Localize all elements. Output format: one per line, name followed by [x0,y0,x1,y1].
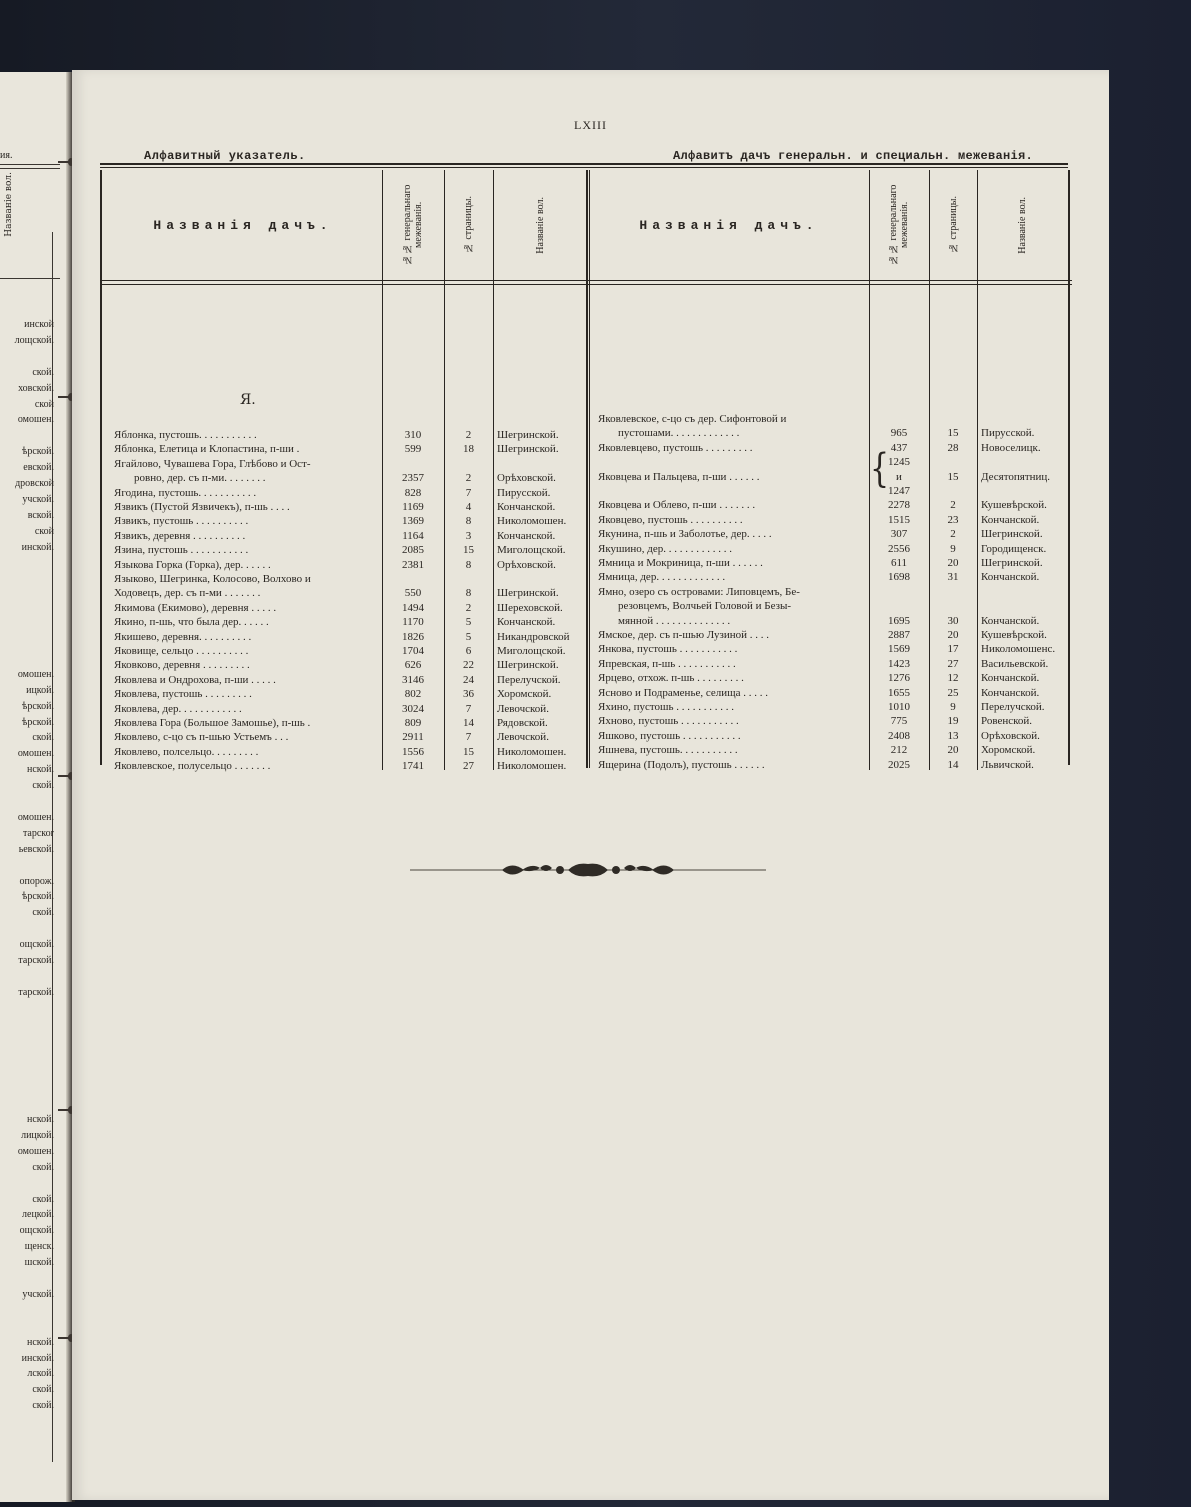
page-number-cell: 19 [947,715,959,728]
volost-name: Хоромской. [497,688,552,701]
table-row [114,759,592,773]
entry-name: Языкова Горка (Горка), дер. . . . . . [114,558,271,571]
page-number-cell: 15 [947,427,959,440]
column-header-name-left: Названія дачъ. [153,217,333,233]
table-row [114,558,592,572]
facing-page-line: лощской. [14,334,54,346]
page-number-cell: 27 [947,657,959,670]
survey-number: 1169 [402,501,424,513]
facing-page-line: омошен. [17,668,54,680]
entry-name: Ящерина (Подолъ), пустошь . . . . . . [598,758,765,771]
survey-number: 2887 [888,629,910,641]
volost-name: Кончанской. [497,616,556,629]
volost-name: Орѣховской. [497,558,556,571]
entry-name: Яковлевское, с-цо съ дер. Сифонтовой и [598,413,787,425]
survey-number: 1556 [402,745,424,758]
survey-number: 1170 [402,616,424,629]
entry-name: Ясново и Подраменье, селища . . . . . [598,686,768,699]
page-number-cell: 4 [465,501,472,513]
survey-number: 1423 [888,657,910,670]
table-row [598,542,1072,556]
page-number-cell: 8 [465,515,472,528]
entry-name: Якимова (Екимово), деревня . . . . . [114,601,277,614]
entry-name: резовцемъ, Волчьей Головой и Безы- [618,600,792,613]
facing-page-line: ѣрской. [21,446,54,458]
table-row [598,686,1072,700]
facing-page-line: ской. [32,366,54,378]
table-row [598,470,1072,484]
entry-name: Яковлевское, полусельцо . . . . . . . [114,760,271,773]
page-number-cell: 36 [463,688,474,701]
entry-name: Яковлево, с-цо съ п-шью Устьемъ . . . [114,731,289,744]
survey-number: 1569 [888,643,910,656]
facing-page-running-head: ия. [0,150,13,161]
volost-name: Кончанской. [981,686,1040,699]
entry-name: Яблонка, Елетица и Клопастина, п-ши . [114,443,300,456]
survey-number: 2025 [888,758,910,771]
table-row [598,527,1072,541]
table-row [598,441,1072,455]
page-number-cell: 8 [465,558,472,571]
table-row [598,614,1072,628]
table-row [114,730,592,744]
volost-name: Шегринской. [981,528,1043,541]
volost-name: Хоромской. [981,744,1036,757]
page-number-cell: 14 [463,717,474,729]
page-number-cell: 2 [465,429,472,441]
facing-page-line: учской. [22,1288,54,1300]
survey-number: 1247 [888,485,910,497]
page-number-cell: 31 [947,571,959,584]
table-row [598,657,1072,671]
survey-number: 828 [404,486,422,499]
entry-name: Яковцева и Облево, п-ши . . . . . . . [598,499,756,512]
volost-name: Шегринской. [497,659,559,672]
ornament-divider [410,858,766,882]
facing-page-line: тарской. [18,986,54,998]
table-row [114,457,592,471]
entry-name: Яхново, пустошь . . . . . . . . . . . [598,715,739,728]
facing-page-line: ской. [32,732,54,744]
table-row [114,500,592,514]
facing-page-line: дровской [15,478,54,489]
page-number-cell: 7 [465,731,472,744]
survey-number: 1369 [402,515,424,528]
facing-page-column-header: Названіе вол. [4,172,14,237]
facing-page-line: щенск. [24,1241,54,1253]
facing-page-line: ощской. [19,939,54,951]
volost-name: Пирусской. [497,486,551,499]
volost-name: Львичской. [981,758,1034,771]
facing-page-line: инской [24,319,54,330]
entry-name: Ямно, озеро съ островами: Липовцемъ, Бе- [598,585,800,598]
table-row [114,572,592,586]
entry-name: Яковище, сельцо . . . . . . . . . . [114,645,249,657]
page-number-cell: 8 [465,587,472,600]
table-row [114,615,592,629]
table-row [114,486,592,500]
volost-name: Васильевской. [981,657,1049,670]
entry-name: Яхино, пустошь . . . . . . . . . . . [598,701,735,713]
table-row [114,716,592,730]
volost-name: Шегринской. [497,429,559,441]
table-border-left [100,170,102,765]
volost-name: Кончанской. [497,529,556,542]
column-header-name-right: Названія дачъ. [639,217,819,233]
page-number-cell: 23 [947,513,959,526]
page-number: LXIII [574,118,607,132]
page-number-cell: 9 [950,701,956,713]
table-row [114,529,592,543]
page-number-cell: 9 [950,542,956,555]
survey-number: 626 [404,659,422,672]
volost-name: Кончанской. [497,501,556,513]
volost-name: Пирусской. [981,427,1035,440]
table-row [598,729,1072,743]
facing-page-line: омошен. [17,748,54,760]
entry-name: Якино, п-шь, что была дер. . . . . . [114,616,269,629]
table-row [598,628,1072,642]
facing-page-line: евской. [23,462,54,474]
survey-number: 1655 [888,686,910,699]
facing-page-line: лицкой. [21,1129,54,1141]
page-number-cell: 15 [463,745,474,758]
volost-name: Левочской. [497,731,549,744]
facing-page-line: нской. [27,1336,54,1348]
facing-page-line: ховской. [18,382,54,394]
facing-page-line: ской. [32,1193,54,1205]
entry-name: Языково, Шегринка, Колосово, Волхово и [114,573,311,585]
entry-name: Яковлева Гора (Большое Замошье), п-шь . [114,717,311,729]
facing-page-line: тарскоr [22,827,54,839]
page-number-cell: 12 [947,672,959,685]
entry-name: Ягодина, пустошь. . . . . . . . . . . [114,486,257,499]
page-number-cell: 6 [465,645,472,657]
volost-name: Шегринской. [497,443,559,456]
survey-number: 2357 [402,472,424,485]
volost-name: Кончанской. [981,672,1040,685]
survey-number: 2911 [402,731,424,744]
volost-name: Николомошен. [497,745,567,758]
survey-number: 2556 [888,542,910,555]
page-number-cell: 20 [947,557,959,569]
page-number-cell: 24 [463,673,474,686]
entry-name: Ямница, дер. . . . . . . . . . . . . [598,571,726,584]
table-row [114,471,592,485]
volost-name: Перелучской. [497,673,561,686]
volost-name: Кончанской. [981,513,1040,526]
facing-page-line: ицкой. [26,684,54,696]
survey-number: 212 [890,744,908,757]
table-row [114,586,592,600]
survey-number: 1164 [402,529,424,542]
facing-page-line: ской. [32,907,54,919]
page-number-cell: 14 [947,758,959,771]
volost-name: Кончанской. [981,571,1040,584]
facing-page-line: ской. [32,1161,54,1173]
survey-number: 437 [890,441,908,454]
facing-page-line: ской [34,525,54,537]
running-head-left: Алфавитный указатель. [144,149,306,163]
brace-bracket: { [870,446,890,493]
survey-number: 3024 [402,702,424,715]
table-row [598,426,1072,440]
facing-page-line: ьевской. [18,843,54,855]
entry-name: Яковлева и Ондрохова, п-ши . . . . . [114,673,276,686]
survey-number: 1826 [402,630,424,643]
page-number-cell: 5 [465,616,472,629]
survey-number: 550 [404,587,422,600]
volost-name: Левочской. [497,702,549,715]
page-number-cell: 20 [947,744,959,757]
facing-page-line: ѣрской. [21,891,54,903]
entry-name: Якушино, дер. . . . . . . . . . . . . [598,542,732,555]
facing-page-line: омошен. [17,811,54,823]
volost-name: Ровенской. [981,715,1033,728]
table-row [598,412,1072,426]
entry-name: Ягайлово, Чувашева Гора, Глѣбово и Ост- [114,457,311,470]
volost-name: Кончанской. [981,614,1040,627]
facing-page-fragment [0,72,75,1502]
page-number-cell: 2 [465,601,472,614]
volost-name: Шегринской. [497,587,559,600]
table-row [114,644,592,658]
table-row [114,428,592,442]
entry-name: Яковлева, дер. . . . . . . . . . . . [114,702,242,715]
survey-number: 2085 [402,544,424,557]
table-row [114,702,592,716]
volost-name: Орѣховской. [981,729,1040,742]
survey-number: 1704 [402,645,424,657]
facing-page-line: лской. [27,1368,54,1380]
page-number-cell: 15 [947,470,959,483]
entry-name: Япревская, п-шь . . . . . . . . . . . [598,657,736,670]
column-header-volost-right: Названіе вол. [1017,196,1028,254]
entry-name: Яшково, пустошь . . . . . . . . . . . [598,729,741,742]
entry-name: Ямское, дер. съ п-шью Лузиной . . . . [598,629,769,641]
volost-name: Николомошен. [497,515,567,528]
volost-name: Десятопятниц. [981,470,1051,483]
page-number-cell: 2 [465,472,472,485]
table-row [598,513,1072,527]
page-number-cell: 15 [463,544,474,557]
table-row [598,758,1072,772]
survey-number: 1515 [888,513,910,526]
table-row [598,642,1072,656]
volost-name: Кушевѣрской. [981,629,1047,641]
table-row [598,671,1072,685]
volost-name: Николомошенс. [981,643,1056,656]
survey-number: 1698 [888,571,910,584]
table-row [114,442,592,456]
entry-name: Якунина, п-шь и Заболотье, дер. . . . . [598,528,772,541]
entry-name: Ходовецъ, дер. съ п-ми . . . . . . . [114,587,261,600]
page-number-cell: 2 [950,528,956,541]
page-number-cell: 13 [947,729,959,742]
volost-name: Рядовской. [497,717,548,729]
page-number-cell: 28 [947,441,959,454]
volost-name: Миголощской. [497,544,566,557]
survey-number: 2278 [888,499,910,512]
entry-name: Янкова, пустошь . . . . . . . . . . . [598,643,738,656]
entry-name: Яковлево, полсельцо. . . . . . . . . [114,745,259,758]
facing-page-line: ѣрской. [21,716,54,728]
survey-number: 1741 [402,760,424,773]
page-number-cell: 25 [947,686,959,699]
page-number-cell: 7 [465,486,472,499]
table-row [114,687,592,701]
entry-name: Ярцево, отхож. п-шь . . . . . . . . . [598,672,744,685]
header-rule-thin [100,167,1068,168]
column-header-page-left: № страницы. [463,196,474,254]
entry-name: Ямница и Мокриница, п-ши . . . . . . [598,557,763,569]
survey-number: 1695 [888,614,910,627]
table-row [114,601,592,615]
volost-name: Новоселицк. [981,441,1041,454]
table-row [598,743,1072,757]
volost-name: Городищенск. [981,542,1047,555]
page-number-cell: 2 [950,499,956,512]
volost-name: Миголощской. [497,645,566,657]
volost-name: Орѣховской. [497,472,556,485]
table-row [598,570,1072,584]
facing-page-line: инской. [21,1352,54,1364]
page-number-cell: 7 [465,702,472,715]
entry-name: мянной . . . . . . . . . . . . . . [618,614,731,627]
column-header-volost-left: Названіе вол. [534,196,546,254]
volost-name: Никандровской [497,630,570,643]
survey-number: 1494 [402,601,424,614]
page-number-cell: 3 [465,529,472,542]
page-number-cell: 27 [463,760,474,773]
facing-page-line: шской. [24,1257,54,1269]
volost-name: Николомошен. [497,760,567,773]
entry-name: Язвикъ, деревня . . . . . . . . . . [114,529,246,542]
facing-page-line: ской. [32,1400,54,1412]
table-row [598,700,1072,714]
table-row [598,498,1072,512]
page-number-cell: 5 [465,630,472,643]
entry-name: пустошами. . . . . . . . . . . . . [618,427,740,440]
table-row [114,630,592,644]
table-row [598,455,1072,469]
entry-name: Яковково, деревня . . . . . . . . . [114,659,250,672]
page-number-cell: 20 [947,629,959,641]
column-header-survey-right: №№ генеральнаго межеванія. [888,184,910,266]
table-row [114,673,592,687]
page-number-cell: 30 [947,614,959,627]
page-number-cell: 18 [463,443,474,456]
entry-name: Якишево, деревня. . . . . . . . . . [114,630,252,643]
facing-page-line: ѣрской. [21,700,54,712]
table-row [114,745,592,759]
survey-number: 775 [890,715,908,728]
document-page [72,70,1109,1500]
volost-name: Шегринской. [981,557,1043,569]
survey-number: 611 [890,557,908,569]
entry-name: Язвикъ (Пустой Язвичекъ), п-шь . . . . [114,501,290,513]
column-header-survey-left: №№ генеральнаго межеванія. [402,184,424,266]
entry-name: Язвикъ, пустошь . . . . . . . . . . [114,515,249,528]
entry-name: Яковцево, пустошь . . . . . . . . . . [598,513,743,526]
table-row [114,543,592,557]
facing-page-line: нской. [27,1114,54,1125]
survey-number: 2381 [402,558,424,571]
facing-page-line: инской. [21,541,54,553]
survey-number: 1276 [888,672,910,685]
facing-page-line: учской. [22,493,54,505]
facing-page-line: ской. [32,1384,54,1396]
volost-name: Перелучской. [981,701,1045,713]
facing-page-line: лецкой. [22,1209,54,1221]
header-rule [100,163,1068,165]
volost-name: Кушевѣрской. [981,499,1047,512]
facing-page-line: ской. [32,780,54,792]
facing-page-head-rule [0,278,60,279]
table-row [598,599,1072,613]
table-row [114,514,592,528]
survey-number: 3146 [402,673,424,686]
table-row [598,714,1072,728]
entry-name: Яковлева, пустошь . . . . . . . . . [114,688,252,701]
facing-page-rule [0,168,60,169]
facing-page-line: омошен. [17,1145,54,1157]
volost-name: Шереховской. [497,601,563,614]
table-row [598,585,1072,599]
facing-page-line: вской. [27,509,54,521]
survey-number: 307 [890,528,908,541]
survey-number: 802 [404,688,422,701]
survey-number: и [896,470,902,483]
survey-number: 310 [404,429,422,441]
running-head-right: Алфавитъ дачъ генеральн. и специальн. межеванія. [672,149,1033,163]
entry-name: Яшнева, пустошь. . . . . . . . . . . [598,744,738,757]
entry-name: ровно, дер. съ п-ми. . . . . . . . [134,472,266,485]
facing-page-line: опорож. [19,875,54,887]
table-row [598,556,1072,570]
entry-name: Язина, пустошь . . . . . . . . . . . [114,544,249,557]
survey-number: 1245 [888,456,910,469]
section-letter: Я. [240,392,256,408]
page-number-cell: 17 [947,643,959,656]
facing-page-line: ской [34,398,54,410]
entry-name: Яковлевцево, пустошь . . . . . . . . . [598,441,753,454]
page-number-cell: 22 [463,659,474,672]
survey-number: 599 [404,443,422,456]
facing-page-line: омошен. [17,414,54,426]
index-table [100,170,1072,773]
table-row [114,658,592,672]
survey-number: 965 [890,427,908,440]
table-row [598,484,1072,498]
entry-name: Яблонка, пустошь. . . . . . . . . . . [114,429,257,441]
facing-page-line: нской. [27,764,54,776]
survey-number: 2408 [888,729,910,742]
column-header-page-right: № страницы. [947,196,959,254]
facing-page-line: ощской. [19,1225,54,1237]
entry-name: Яковцева и Пальцева, п-ши . . . . . . [598,470,760,483]
survey-number: 809 [404,717,422,729]
facing-page-line: тарской. [18,955,54,966]
survey-number: 1010 [888,701,910,713]
facing-page-rule [0,164,60,165]
